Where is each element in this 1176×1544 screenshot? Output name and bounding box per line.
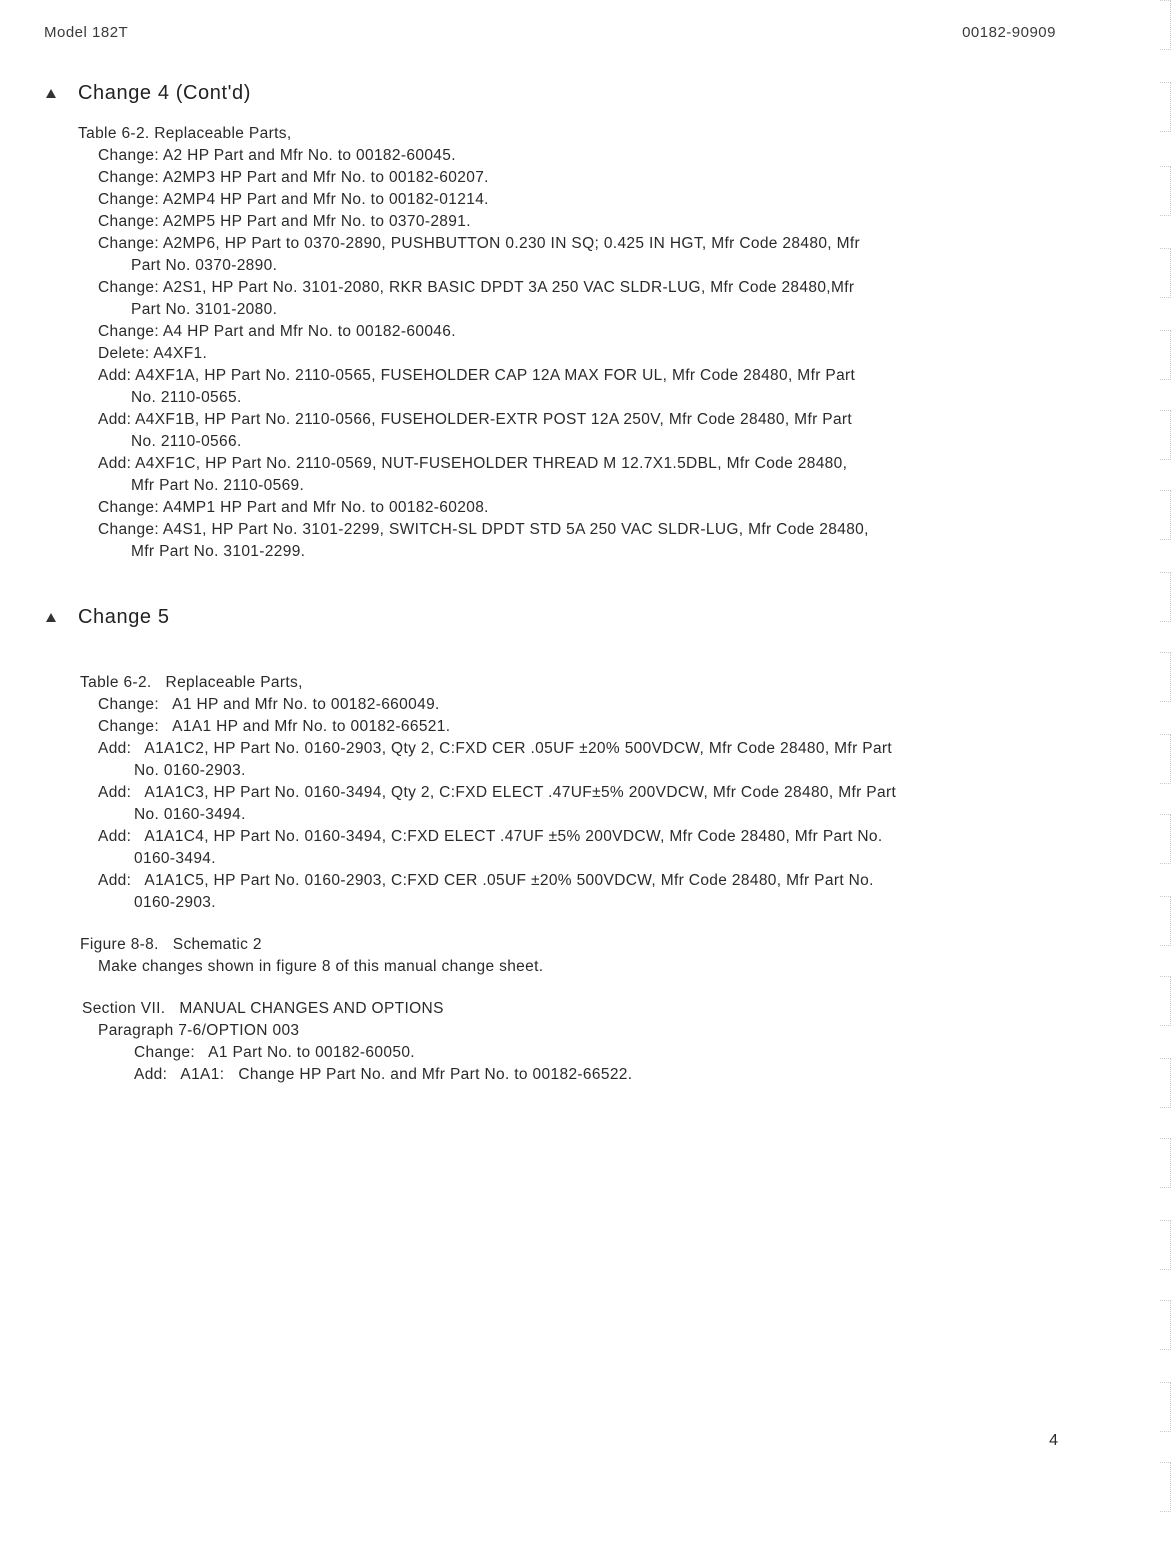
change-entry: Change: A4MP1 HP Part and Mfr No. to 00182-60208. <box>98 499 489 516</box>
change-entry: Change: A1 Part No. to 00182-60050. <box>134 1044 415 1061</box>
edge-mark <box>1160 1300 1171 1350</box>
add-entry: Add: A1A1C5, HP Part No. 0160-2903, C:FXD CER .05UF ±20% 500VDCW, Mfr Code 28480, Mfr Part No. <box>98 872 874 889</box>
change-entry: Change: A2MP5 HP Part and Mfr No. to 0370-2891. <box>98 213 471 230</box>
change-entry: Change: A2MP6, HP Part to 0370-2890, PUSHBUTTON 0.230 IN SQ; 0.425 IN HGT, Mfr Code 28480, Mfr <box>98 235 861 252</box>
change-entry: Change: A4 HP Part and Mfr No. to 00182-60046. <box>98 323 456 340</box>
edge-mark <box>1160 1138 1171 1188</box>
add-entry-cont: No. 0160-3494. <box>134 806 246 823</box>
change-entry: Change: A1 HP and Mfr No. to 00182-660049. <box>98 696 440 713</box>
edge-mark <box>1160 652 1171 702</box>
change-entry: Change: A2MP4 HP Part and Mfr No. to 00182-01214. <box>98 191 489 208</box>
edge-mark <box>1160 410 1171 460</box>
edge-mark <box>1160 1220 1171 1270</box>
edge-mark <box>1160 330 1171 380</box>
add-entry: Add: A4XF1C, HP Part No. 2110-0569, NUT-FUSEHOLDER THREAD M 12.7X1.5DBL, Mfr Code 28480, <box>98 455 848 472</box>
add-entry: Add: A4XF1A, HP Part No. 2110-0565, FUSEHOLDER CAP 12A MAX FOR UL, Mfr Code 28480, Mfr Part <box>98 367 856 384</box>
add-entry-cont: 0160-2903. <box>134 894 216 911</box>
change-entry: Change: A1A1 HP and Mfr No. to 00182-66521. <box>98 718 451 735</box>
change-entry: Change: A2MP3 HP Part and Mfr No. to 00182-60207. <box>98 169 489 186</box>
add-entry: Add: A1A1: Change HP Part No. and Mfr Part No. to 00182-66522. <box>134 1066 633 1083</box>
section7-block <box>0 998 1176 1086</box>
edge-mark <box>1160 166 1171 216</box>
document-number: 00182-90909 <box>962 24 1056 41</box>
table-ref: Table 6-2. Replaceable Parts, <box>80 674 303 691</box>
delta-marker-icon <box>46 89 56 98</box>
edge-mark <box>1160 1382 1171 1432</box>
binding-edge-marks <box>1158 0 1174 1544</box>
change4-heading <box>46 82 251 105</box>
figure-change-block <box>0 934 1176 978</box>
change5-heading <box>46 606 170 629</box>
edge-mark <box>1160 0 1171 50</box>
edge-mark <box>1160 1462 1171 1512</box>
edge-mark <box>1160 976 1171 1026</box>
edge-mark <box>1160 734 1171 784</box>
edge-mark <box>1160 248 1171 298</box>
delete-entry: Delete: A4XF1. <box>98 345 208 362</box>
edge-mark <box>1160 896 1171 946</box>
add-entry-cont: Mfr Part No. 2110-0569. <box>131 477 305 494</box>
table-ref: Table 6-2. Replaceable Parts, <box>78 125 292 142</box>
change4-title: Change 4 (Cont'd) <box>78 82 252 104</box>
add-entry-cont: 0160-3494. <box>134 850 216 867</box>
change4-body <box>0 123 1176 563</box>
figure-ref: Figure 8-8. Schematic 2 <box>80 936 262 953</box>
change5-body <box>0 672 1176 914</box>
edge-mark <box>1160 1058 1171 1108</box>
delta-marker-icon <box>46 613 56 622</box>
section-ref: Section VII. MANUAL CHANGES AND OPTIONS <box>82 1000 444 1017</box>
change-entry-cont: Part No. 3101-2080. <box>131 301 278 318</box>
add-entry: Add: A1A1C4, HP Part No. 0160-3494, C:FXD ELECT .47UF ±5% 200VDCW, Mfr Code 28480, Mfr Part No. <box>98 828 883 845</box>
add-entry: Add: A4XF1B, HP Part No. 2110-0566, FUSEHOLDER-EXTR POST 12A 250V, Mfr Code 28480, Mfr Part <box>98 411 853 428</box>
edge-mark <box>1160 82 1171 132</box>
edge-mark <box>1160 572 1171 622</box>
edge-mark <box>1160 490 1171 540</box>
change-entry: Change: A4S1, HP Part No. 3101-2299, SWITCH-SL DPDT STD 5A 250 VAC SLDR-LUG, Mfr Code 28480, <box>98 521 869 538</box>
change-entry: Change: A2 HP Part and Mfr No. to 00182-60045. <box>98 147 456 164</box>
add-entry: Add: A1A1C2, HP Part No. 0160-2903, Qty 2, C:FXD CER .05UF ±20% 500VDCW, Mfr Code 28480, Mfr Part <box>98 740 893 757</box>
add-entry-cont: No. 2110-0565. <box>131 389 242 406</box>
paragraph-ref: Paragraph 7-6/OPTION 003 <box>98 1022 300 1039</box>
model-header: Model 182T <box>44 24 129 41</box>
change-entry: Change: A2S1, HP Part No. 3101-2080, RKR BASIC DPDT 3A 250 VAC SLDR-LUG, Mfr Code 28480,Mfr <box>98 279 855 296</box>
add-entry: Add: A1A1C3, HP Part No. 0160-3494, Qty 2, C:FXD ELECT .47UF±5% 200VDCW, Mfr Code 28480, Mfr Part <box>98 784 897 801</box>
add-entry-cont: No. 0160-2903. <box>134 762 246 779</box>
figure-instruction: Make changes shown in figure 8 of this manual change sheet. <box>98 958 544 975</box>
change5-title: Change 5 <box>78 606 170 628</box>
page-number: 4 <box>1049 1432 1058 1449</box>
change-entry-cont: Mfr Part No. 3101-2299. <box>131 543 306 560</box>
edge-mark <box>1160 814 1171 864</box>
change-entry-cont: Part No. 0370-2890. <box>131 257 278 274</box>
add-entry-cont: No. 2110-0566. <box>131 433 242 450</box>
